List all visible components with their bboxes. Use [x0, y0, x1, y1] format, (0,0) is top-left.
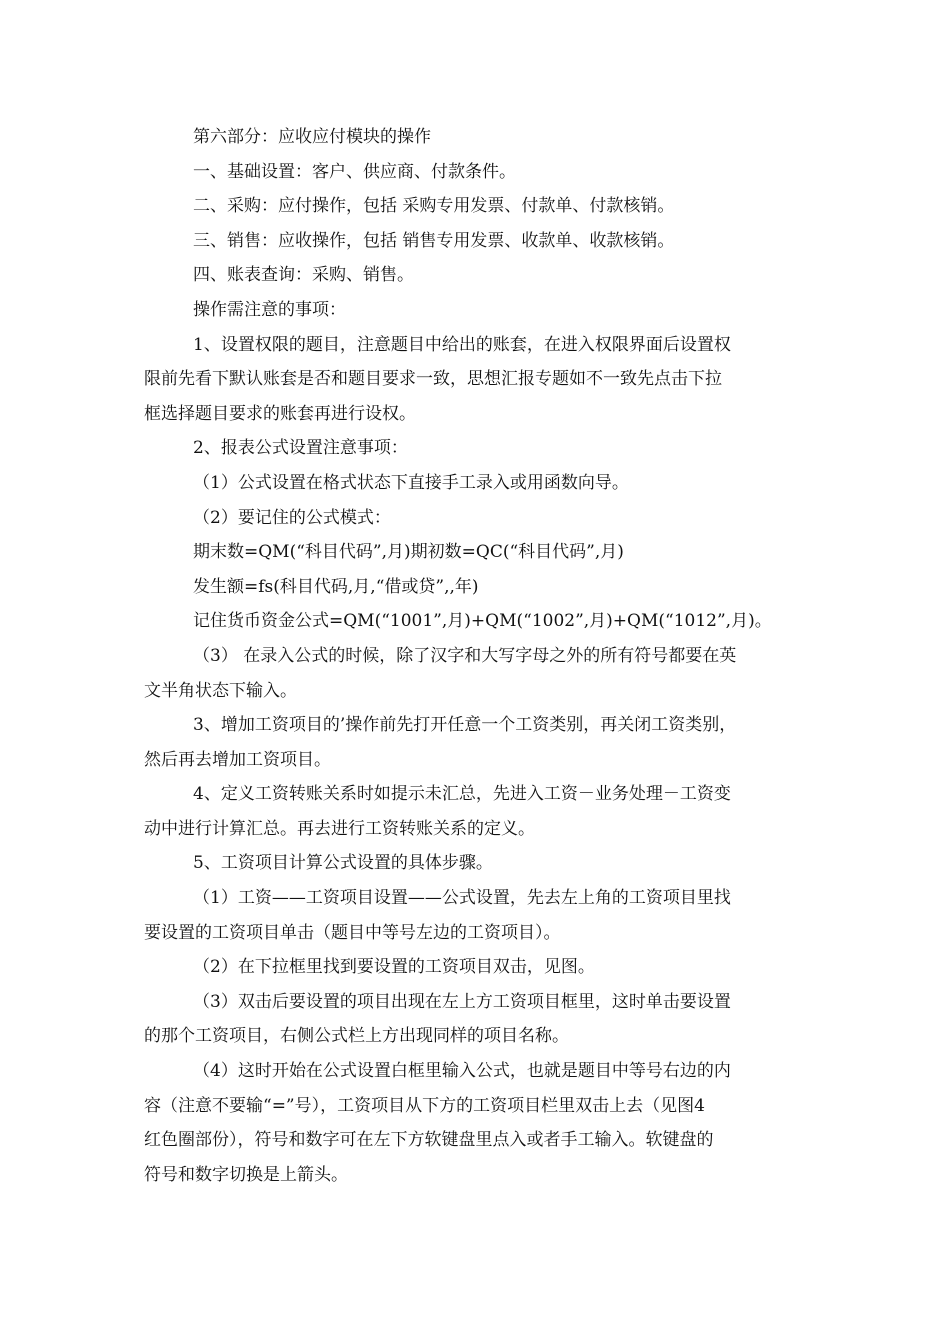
- text-line: 文半角状态下输入。: [144, 680, 297, 701]
- text-line: 要设置的工资项目单击（题目中等号左边的工资项目）。: [144, 922, 561, 943]
- text-line: 的那个工资项目，右侧公式栏上方出现同样的项目名称。: [144, 1026, 569, 1047]
- text-line: 框选择题目要求的账套再进行设权。: [144, 403, 416, 424]
- text-line: （2）要记住的公式模式：: [193, 507, 391, 528]
- text-line: 动中进行计算汇总。再去进行工资转账关系的定义。: [144, 818, 535, 839]
- text-line: 4、定义工资转账关系时如提示未汇总，先进入工资－业务处理－工资变: [193, 784, 731, 805]
- text-line: 第六部分：应收应付模块的操作: [193, 127, 431, 147]
- text-line: （2）在下拉框里找到要设置的工资项目双击，见图。: [193, 957, 595, 978]
- text-line: 三、销售：应收操作，包括 销售专用发票、收款单、收款核销。: [193, 230, 675, 251]
- text-line: 容（注意不要输“=”号），工资项目从下方的工资项目栏里双击上去（见图4: [144, 1095, 705, 1116]
- text-line: 1、设置权限的题目，注意题目中给出的账套，在进入权限界面后设置权: [193, 334, 731, 355]
- text-line: 限前先看下默认账套是否和题目要求一致，思想汇报专题如不一致先点击下拉: [144, 369, 722, 390]
- text-line: 记住货币资金公式=QM(“1001”,月)+QM(“1002”,月)+QM(“1012”,月)。: [193, 611, 772, 632]
- text-line: （4）这时开始在公式设置白框里输入公式，也就是题目中等号右边的内: [193, 1061, 731, 1082]
- text-line: 四、账表查询：采购、销售。: [193, 265, 414, 286]
- text-line: （3）双击后要设置的项目出现在左上方工资项目框里，这时单击要设置: [193, 991, 731, 1012]
- text-line: 5、工资项目计算公式设置的具体步骤。: [193, 853, 493, 874]
- text-line: 期末数=QM(“科目代码”,月)期初数=QC(“科目代码”,月): [193, 542, 624, 563]
- text-line: 然后再去增加工资项目。: [144, 749, 331, 770]
- text-line: 二、采购：应付操作，包括 采购专用发票、付款单、付款核销。: [193, 196, 675, 217]
- text-line: 发生额=fs(科目代码,月,“借或贷”,,年): [193, 576, 479, 597]
- text-line: 一、基础设置：客户、供应商、付款条件。: [193, 161, 516, 182]
- text-line: （1）公式设置在格式状态下直接手工录入或用函数向导。: [193, 472, 629, 493]
- text-line: 2、报表公式设置注意事项：: [193, 438, 408, 459]
- document-body: [144, 120, 824, 1192]
- text-line: （3） 在录入公式的时候，除了汉字和大写字母之外的所有符号都要在英: [193, 645, 737, 666]
- text-line: 符号和数字切换是上箭头。: [144, 1164, 348, 1185]
- text-line: （1）工资——工资项目设置——公式设置，先去左上角的工资项目里找: [193, 888, 731, 909]
- text-line: 3、增加工资项目的’操作前先打开任意一个工资类别，再关闭工资类别，: [193, 715, 737, 736]
- text-line: 红色圈部份），符号和数字可在左下方软键盘里点入或者手工输入。软键盘的: [144, 1130, 714, 1151]
- text-line: 操作需注意的事项：: [193, 299, 346, 320]
